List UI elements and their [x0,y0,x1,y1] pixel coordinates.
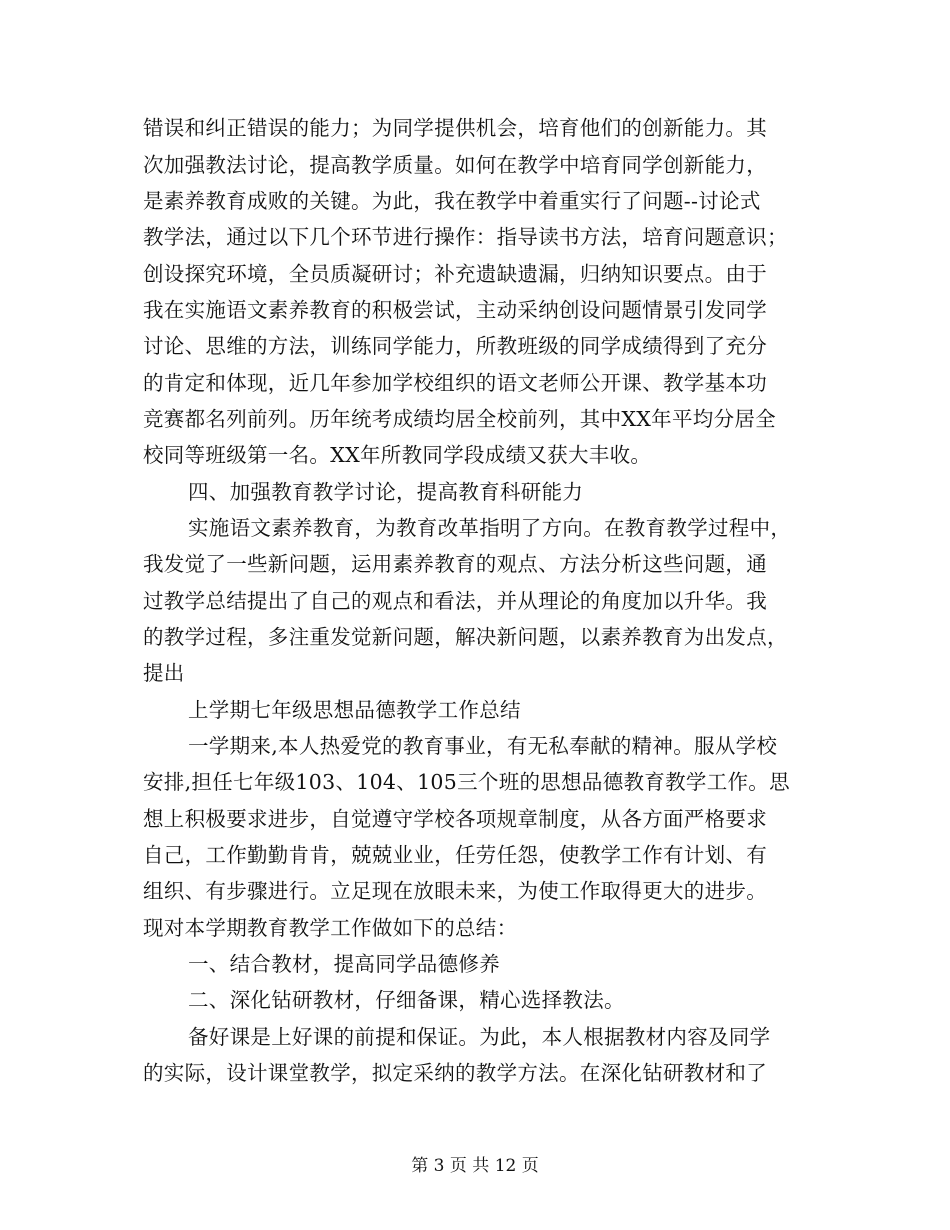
text-line: 我发觉了一些新问题，运用素养教育的观点、方法分析这些问题，通 [143,552,767,576]
section-heading: 一、结合教材，提高同学品德修养 [188,952,500,976]
section-heading: 四、加强教育教学讨论，提高教育科研能力 [188,480,584,504]
text-line: 过教学总结提出了自己的观点和看法，并从理论的角度加以升华。我 [143,589,767,613]
text-line: 的教学过程，多注重发觉新问题，解决新问题，以素养教育为出发点， [143,625,788,649]
text-line: 提出 [143,661,185,685]
text-line: 创设探究环境，全员质凝研讨；补充遗缺遗漏，归纳知识要点。由于 [143,262,767,286]
text-line: 安排,担任七年级103、104、105三个班的思想品德教育教学工作。思 [143,770,790,794]
text-line: 的肯定和体现，近几年参加学校组织的语文老师公开课、教学基本功 [143,371,767,395]
text-line: 教学法，通过以下几个环节进行操作：指导读书方法，培育问题意识； [143,225,788,249]
text-line: 我在实施语文素养教育的积极尝试，主动采纳创设问题情景引发同学 [143,298,767,322]
text-line: 自己，工作勤勤肯肯，兢兢业业，任劳任怨，使教学工作有计划、有 [143,843,767,867]
text-line: 备好课是上好课的前提和保证。为此，本人根据教材内容及同学 [188,1025,771,1049]
text-line: 一学期来,本人热爱党的教育事业，有无私奉献的精神。服从学校 [188,734,778,758]
text-line: 的实际，设计课堂教学，拟定采纳的教学方法。在深化钻研教材和了 [143,1061,767,1085]
text-line: 实施语文素养教育，为教育改革指明了方向。在教育教学过程中， [188,516,792,540]
text-line: 现对本学期教育教学工作做如下的总结： [143,916,518,940]
section-heading: 二、深化钻研教材，仔细备课，精心选择教法。 [188,988,625,1012]
text-line: 组织、有步骤进行。立足现在放眼未来，为使工作取得更大的进步。 [143,879,767,903]
text-line: 讨论、思维的方法，训练同学能力，所教班级的同学成绩得到了充分 [143,334,767,358]
text-line: 是素养教育成败的关键。为此，我在教学中着重实行了问题--讨论式 [143,189,761,213]
text-line: 次加强教法讨论，提高教学质量。如何在教学中培育同学创新能力， [143,153,767,177]
text-line: 竞赛都名列前列。历年统考成绩均居全校前列，其中XX年平均分居全 [143,407,776,431]
document-title: 上学期七年级思想品德教学工作总结 [188,698,521,722]
text-line: 校同等班级第一名。XX年所教同学段成绩又获大丰收。 [143,443,652,467]
page-number-footer: 第 3 页 共 12 页 [411,1156,539,1176]
text-line: 错误和纠正错误的能力；为同学提供机会，培育他们的创新能力。其 [143,116,767,140]
text-line: 想上积极要求进步，自觉遵守学校各项规章制度，从各方面严格要求 [143,807,767,831]
